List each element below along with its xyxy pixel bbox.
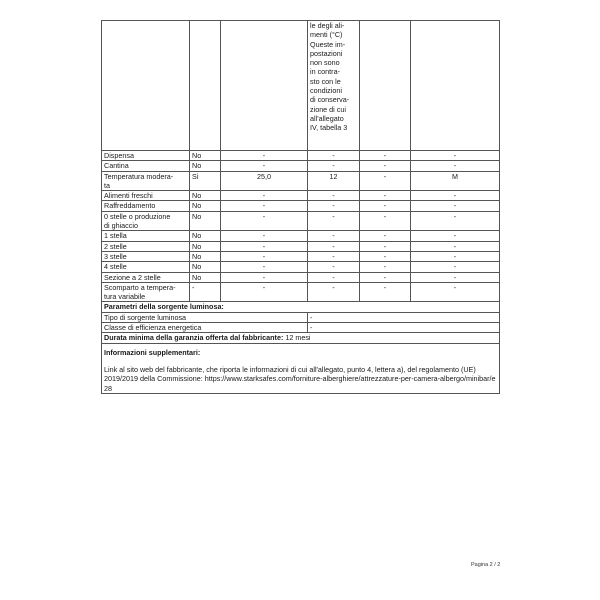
compartment-row bbox=[102, 272, 500, 282]
compartment-value: - bbox=[221, 191, 308, 201]
temperature-note-line: Queste im- bbox=[310, 39, 346, 49]
compartment-name-line: 4 stelle bbox=[104, 262, 127, 272]
light-source-value: - bbox=[308, 312, 500, 322]
compartment-row bbox=[102, 201, 500, 211]
temperature-note-line: condizioni bbox=[310, 86, 342, 96]
compartment-value: - bbox=[411, 241, 500, 251]
compartment-row bbox=[102, 241, 500, 251]
compartment-value: - bbox=[221, 201, 308, 211]
compartment-value: - bbox=[360, 251, 411, 261]
compartment-value: - bbox=[308, 161, 360, 171]
compartment-row bbox=[102, 282, 500, 302]
temperature-note-line: all'allegato bbox=[310, 113, 344, 123]
compartment-name-line: 1 stella bbox=[104, 231, 127, 241]
compartment-name-line: 2 stelle bbox=[104, 241, 127, 251]
compartment-value: M bbox=[411, 171, 500, 191]
compartment-name bbox=[102, 211, 190, 231]
compartment-name bbox=[102, 262, 190, 272]
compartment-value: - bbox=[411, 161, 500, 171]
compartment-value: - bbox=[360, 171, 411, 191]
compartment-value: - bbox=[308, 262, 360, 272]
temperature-note-line: postazioni bbox=[310, 48, 343, 58]
compartment-value: - bbox=[360, 262, 411, 272]
compartment-name-line: tura variabile bbox=[104, 292, 146, 302]
compartment-row bbox=[102, 251, 500, 261]
compartment-present: No bbox=[190, 231, 221, 241]
compartment-value: - bbox=[411, 211, 500, 231]
compartment-value: - bbox=[308, 231, 360, 241]
compartment-name-line: 3 stelle bbox=[104, 251, 127, 261]
compartment-value: - bbox=[221, 241, 308, 251]
compartment-present: No bbox=[190, 262, 221, 272]
compartment-row bbox=[102, 151, 500, 161]
compartment-name bbox=[102, 251, 190, 261]
compartment-name-line: Dispensa bbox=[104, 151, 134, 160]
compartment-name bbox=[102, 282, 190, 302]
compartment-value: - bbox=[221, 161, 308, 171]
temperature-note-line: le degli ali- bbox=[310, 21, 345, 30]
compartment-present: Sì bbox=[190, 171, 221, 191]
light-source-title: Parametri della sorgente luminosa: bbox=[102, 302, 500, 312]
compartment-value: - bbox=[221, 282, 308, 302]
compartment-value: - bbox=[360, 201, 411, 211]
temperature-note-line: non sono bbox=[310, 58, 340, 68]
compartment-value: - bbox=[221, 262, 308, 272]
compartment-value: - bbox=[411, 151, 500, 161]
compartment-table bbox=[101, 20, 500, 394]
compartment-name bbox=[102, 151, 190, 161]
compartment-value: - bbox=[360, 272, 411, 282]
compartment-value: - bbox=[308, 191, 360, 201]
compartment-value: - bbox=[308, 272, 360, 282]
temperature-note-line: menti (°C) bbox=[310, 30, 343, 40]
compartment-present: No bbox=[190, 161, 221, 171]
light-source-value: - bbox=[308, 323, 500, 333]
compartment-value: - bbox=[360, 282, 411, 302]
compartment-name bbox=[102, 191, 190, 201]
compartment-present: No bbox=[190, 241, 221, 251]
info-text: Link al sito web del fabbricante, che riporta le informazioni di cui all'allegato, punto 4, lettera a), del regolamento (UE) 2019/2019 della Commissione: bbox=[104, 364, 476, 384]
light-source-label: Tipo di sorgente luminosa bbox=[102, 312, 308, 322]
compartment-row bbox=[102, 262, 500, 272]
compartment-value: - bbox=[308, 211, 360, 231]
top-row bbox=[102, 21, 500, 151]
light-source-row bbox=[102, 323, 500, 333]
temperature-note-line: zione di cui bbox=[310, 104, 346, 114]
temperature-note-line: in contra- bbox=[310, 67, 340, 77]
compartment-present: No bbox=[190, 191, 221, 201]
compartment-value: - bbox=[360, 211, 411, 231]
compartment-value: - bbox=[411, 282, 500, 302]
compartment-name bbox=[102, 272, 190, 282]
compartment-value: - bbox=[411, 201, 500, 211]
compartment-value: - bbox=[360, 151, 411, 161]
compartment-value: - bbox=[308, 201, 360, 211]
temperature-note-cell bbox=[308, 21, 360, 151]
compartment-value: - bbox=[308, 151, 360, 161]
compartment-value: - bbox=[221, 231, 308, 241]
compartment-name bbox=[102, 201, 190, 211]
compartment-value: 12 bbox=[308, 171, 360, 191]
compartment-row bbox=[102, 191, 500, 201]
compartment-row bbox=[102, 161, 500, 171]
info-cell bbox=[102, 343, 500, 393]
compartment-value: - bbox=[411, 251, 500, 261]
compartment-value: - bbox=[411, 272, 500, 282]
compartment-value: - bbox=[221, 151, 308, 161]
compartment-name bbox=[102, 161, 190, 171]
compartment-name-line: ta bbox=[104, 180, 110, 190]
compartment-name-line: Sezione a 2 stelle bbox=[104, 272, 161, 282]
temperature-note-line: di conserva- bbox=[310, 95, 350, 105]
compartment-name bbox=[102, 171, 190, 191]
warranty-value: 12 mesi bbox=[285, 333, 311, 343]
compartment-present: No bbox=[190, 251, 221, 261]
warranty-cell bbox=[102, 333, 500, 343]
compartment-value: - bbox=[221, 211, 308, 231]
warranty-label: Durata minima della garanzia offerta dal fabbricante: bbox=[104, 333, 284, 343]
compartment-value: - bbox=[360, 191, 411, 201]
compartment-name-line: 0 stelle o produzione bbox=[104, 211, 171, 221]
temperature-note-line: IV, tabella 3 bbox=[310, 123, 348, 133]
compartment-name-line: Temperatura modera- bbox=[104, 171, 174, 181]
compartment-present: No bbox=[190, 201, 221, 211]
light-source-row bbox=[102, 312, 500, 322]
compartment-name bbox=[102, 241, 190, 251]
temperature-note-line: sto con le bbox=[310, 76, 341, 86]
compartment-value: - bbox=[360, 161, 411, 171]
compartment-present: No bbox=[190, 272, 221, 282]
compartment-value: - bbox=[360, 231, 411, 241]
compartment-name-line: Scomparto a tempera- bbox=[104, 282, 176, 292]
compartment-name-line: Raffreddamento bbox=[104, 201, 156, 211]
compartment-value: - bbox=[221, 251, 308, 261]
compartment-row bbox=[102, 231, 500, 241]
info-title: Informazioni supplementari: bbox=[104, 347, 201, 357]
compartment-value: 25,0 bbox=[221, 171, 308, 191]
compartment-row bbox=[102, 171, 500, 191]
compartment-name bbox=[102, 231, 190, 241]
compartment-present: No bbox=[190, 151, 221, 161]
light-source-label: Classe di efficienza energetica bbox=[102, 323, 308, 333]
page-number: Pagina 2 / 2 bbox=[471, 562, 501, 568]
compartment-value: - bbox=[411, 191, 500, 201]
compartment-value: - bbox=[221, 272, 308, 282]
compartment-value: - bbox=[411, 262, 500, 272]
compartment-value: - bbox=[411, 231, 500, 241]
compartment-row bbox=[102, 211, 500, 231]
compartment-value: - bbox=[360, 241, 411, 251]
compartment-present: No bbox=[190, 211, 221, 231]
compartment-name-line: di ghiaccio bbox=[104, 221, 138, 231]
manufacturer-link[interactable]: https://www.starksafes.com/forniture-alberghiere/attrezzature-per-camera-albergo/minibar/e28 bbox=[104, 374, 496, 393]
compartment-name-line: Cantina bbox=[104, 161, 129, 171]
compartment-value: - bbox=[308, 251, 360, 261]
compartment-name-line: Alimenti freschi bbox=[104, 191, 153, 201]
compartment-value: - bbox=[308, 282, 360, 302]
compartment-value: - bbox=[308, 241, 360, 251]
compartment-present: - bbox=[190, 282, 221, 302]
